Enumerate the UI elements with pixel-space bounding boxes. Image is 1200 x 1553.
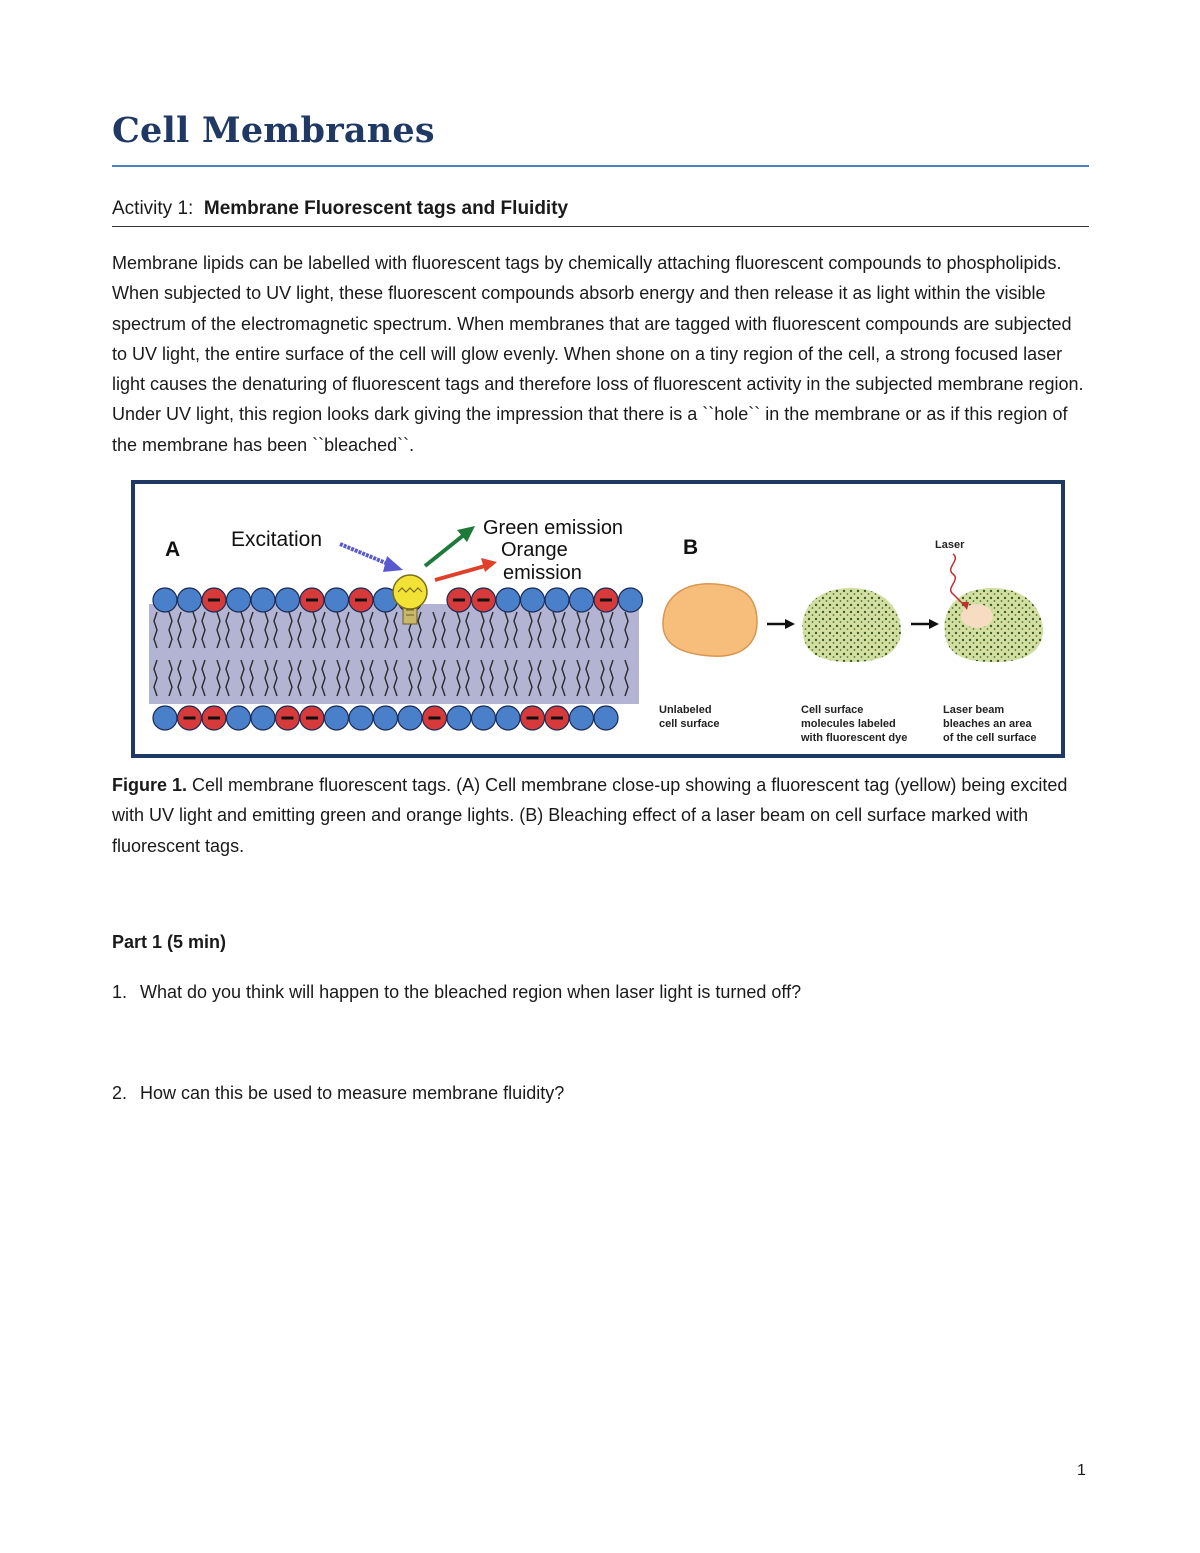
lipid-head [153,588,177,612]
question-1 [112,982,801,1003]
lipid-head [325,588,349,612]
question-2 [112,1083,564,1104]
minus-icon [184,717,196,720]
lipid-head [251,588,275,612]
excitation-label: Excitation [231,528,323,551]
excitation-arrow [340,544,403,572]
activity-title: Membrane Fluorescent tags and Fluidity [203,198,569,219]
stage3-line3: of the cell surface [943,732,1037,744]
panel-a [149,517,643,730]
minus-icon [429,717,441,720]
caption-text: Cell membrane fluorescent tags. (A) Cell membrane close-up showing a fluorescent tag (yellow) being excited with UV light and emitting green and orange lights. (B) Bleaching effect of a laser beam on cell surface marked with fluorescent tags. [112,775,1068,856]
lipid-head [276,588,300,612]
lipid-head [472,706,496,730]
minus-icon [551,717,563,720]
stage2-line2: molecules labeled [801,718,896,730]
lipid-head [496,706,520,730]
lipid-head [496,588,520,612]
title-divider [112,165,1089,167]
lipid-head [521,588,545,612]
question-2-text: How can this be used to measure membrane fluidity? [140,1083,565,1103]
stage3-line1: Laser beam [943,704,1005,716]
activity-label: Activity 1: [112,198,194,219]
stage2-line3: with fluorescent dye [801,732,908,744]
minus-icon [306,599,318,602]
stage2-line1: Cell surface [801,704,864,716]
arrow-right-2-icon [911,619,939,629]
panel-b-label: B [683,536,699,559]
emission-label: emission [503,562,582,584]
question-1-number: 1. [112,982,128,1002]
activity-divider [112,226,1089,227]
caption-label: Figure 1. [112,775,188,795]
lipid-head [153,706,177,730]
lipid-head [619,588,643,612]
page-title: Cell Membranes [112,110,435,151]
part-1-heading: Part 1 (5 min) [112,932,227,952]
lipid-head [398,706,422,730]
minus-icon [453,599,465,602]
lipid-head [325,706,349,730]
lipid-head [227,706,251,730]
lipid-head [570,706,594,730]
figure-1 [131,480,1065,758]
figure-caption [112,770,1089,861]
minus-icon [282,717,294,720]
lipid-head [178,588,202,612]
panel-a-label: A [165,538,181,561]
green-emission-label: Green emission [483,517,624,539]
stage1-line2: cell surface [659,718,720,730]
lipid-head [545,588,569,612]
minus-icon [208,717,220,720]
orange-emission-label: Orange [501,539,568,561]
lipid-head [251,706,275,730]
lipid-head [447,706,471,730]
minus-icon [208,599,220,602]
minus-icon [600,599,612,602]
minus-icon [527,717,539,720]
laser-label: Laser [935,539,965,551]
stage1-line1: Unlabeled [659,704,712,716]
minus-icon [355,599,367,602]
lipid-head [374,706,398,730]
lipid-head [570,588,594,612]
stage3-line2: bleaches an area [943,718,1032,730]
unlabeled-cell [663,584,757,656]
intro-paragraph: Membrane lipids can be labelled with fluorescent tags by chemically attaching fluorescent compounds to phospholipids. When subjected to UV light, these fluorescent compounds absorb energy and then release it as light within the visible spectrum of the electromagnetic spectrum. When membranes that are tagged with fluorescent compounds are subjected to UV light, the entire surface of the cell will glow evenly. When shone on a tiny region of the cell, a strong focused laser light causes the denaturing of fluorescent tags and therefore loss of fluorescent activity in the subjected membrane region. Under UV light, this region looks dark giving the impression that there is a ``hole`` in the membrane or as if this region of the membrane has been ``bleached``. [112,253,1084,455]
activity-heading [112,198,568,220]
question-2-number: 2. [112,1083,128,1103]
lipid-head [594,706,618,730]
lipid-head [227,588,251,612]
page-number: 1 [1077,1462,1086,1479]
panel-b [659,536,1043,744]
question-1-text: What do you think will happen to the bleached region when laser light is turned off? [140,982,802,1002]
membrane-figure [135,484,1061,754]
lipid-head [349,706,373,730]
arrow-right-1-icon [767,619,795,629]
minus-icon [478,599,490,602]
bottom-head-row [153,706,618,730]
green-emission-arrow [425,526,475,566]
minus-icon [306,717,318,720]
orange-emission-arrow [435,558,497,580]
